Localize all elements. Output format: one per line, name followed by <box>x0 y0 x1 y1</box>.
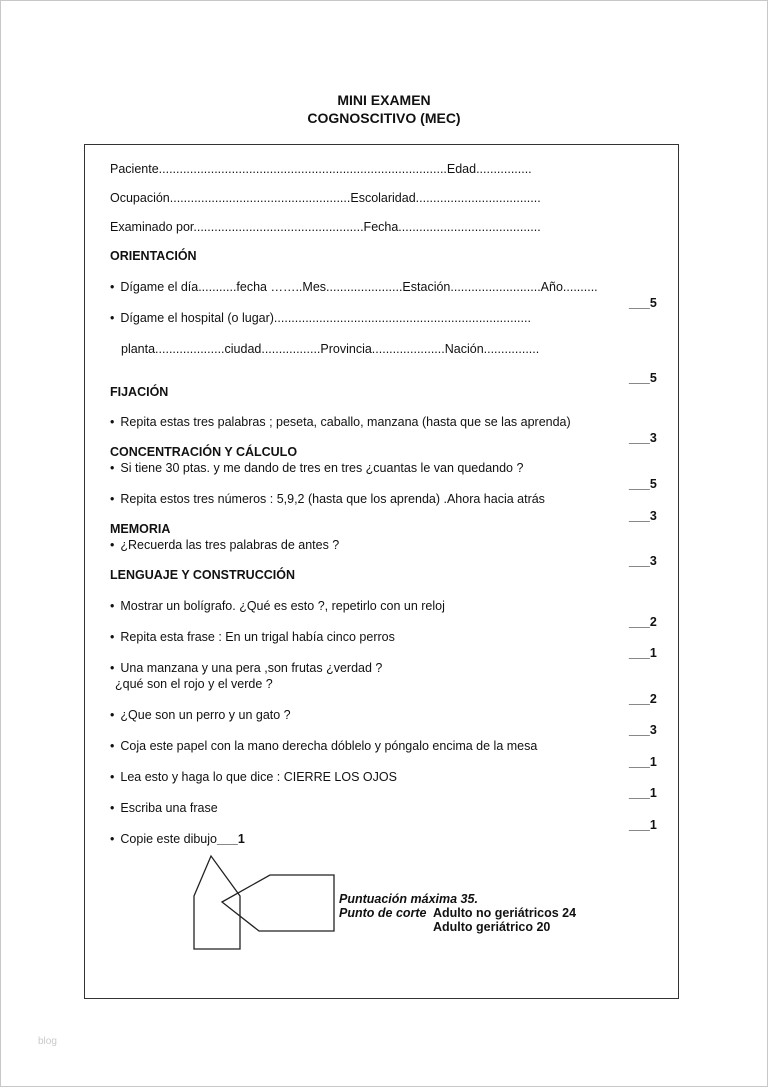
field-paciente: Paciente...................................................................................Edad................ <box>110 162 532 176</box>
item-dia: • Dígame el día...........fecha ……..Mes......................Estación..........................Año.......... <box>110 280 598 294</box>
document-title-line2: COGNOSCITIVO (MEC) <box>307 110 461 126</box>
score-orientacion-lugar: ___5 <box>629 371 657 385</box>
item-ptas: • Si tiene 30 ptas. y me dando de tres en tres ¿cuantas le van quedando ? <box>110 461 524 475</box>
section-orientacion: ORIENTACIÓN <box>110 249 197 263</box>
item-perro: • ¿Que son un perro y un gato ? <box>110 708 291 722</box>
watermark-text: blog <box>38 1036 57 1047</box>
score-memoria: ___3 <box>629 554 657 568</box>
score-calculo: ___5 <box>629 477 657 491</box>
score-fijacion: ___3 <box>629 431 657 445</box>
intersecting-pentagons-drawing <box>190 852 350 954</box>
score-orientacion-tiempo: ___5 <box>629 296 657 310</box>
score-frase-escrita: ___1 <box>629 818 657 832</box>
section-concentracion: CONCENTRACIÓN Y CÁLCULO <box>110 445 298 459</box>
item-frase: • Repita esta frase : En un trigal había cinco perros <box>110 630 395 644</box>
document-title-line1: MINI EXAMEN <box>337 92 431 108</box>
section-lenguaje: LENGUAJE Y CONSTRUCCIÓN <box>110 568 295 582</box>
punto-de-corte: Punto de corte Adulto no geriátricos 24 <box>339 906 577 920</box>
score-escriba: ___1 <box>629 786 657 800</box>
item-lea: • Lea esto y haga lo que dice : CIERRE LOS OJOS <box>110 770 397 784</box>
score-papel: ___3 <box>629 723 657 737</box>
item-boligrafo: • Mostrar un bolígrafo. ¿Qué es esto ?, repetirlo con un reloj <box>110 599 445 613</box>
item-escriba: • Escriba una frase <box>110 801 218 815</box>
item-papel: • Coja este papel con la mano derecha dóblelo y póngalo encima de la mesa <box>110 739 538 753</box>
item-palabras: • Repita estas tres palabras ; peseta, caballo, manzana (hasta que se las aprenda) <box>110 415 571 429</box>
score-lea: ___1 <box>629 755 657 769</box>
item-hospital: • Dígame el hospital (o lugar).......................................................................... <box>110 311 531 325</box>
section-fijacion: FIJACIÓN <box>110 385 169 399</box>
score-copie: ___1 <box>217 832 245 846</box>
score-boligrafo: ___2 <box>629 615 657 629</box>
field-ocupacion: Ocupación....................................................Escolaridad.................................... <box>110 191 541 205</box>
section-memoria: MEMORIA <box>110 522 171 536</box>
item-rojo: ¿qué son el rojo y el verde ? <box>115 677 273 691</box>
adulto-geriatrico: Adulto geriátrico 20 <box>433 920 551 934</box>
score-frutas: ___2 <box>629 692 657 706</box>
item-numeros: • Repita estos tres números : 5,9,2 (hasta que los aprenda) .Ahora hacia atrás <box>110 492 545 506</box>
item-recuerda: • ¿Recuerda las tres palabras de antes ? <box>110 538 340 552</box>
score-frase: ___1 <box>629 646 657 660</box>
puntuacion-maxima: Puntuación máxima 35. <box>339 892 478 906</box>
item-planta: planta....................ciudad.................Provincia.....................Nación................ <box>121 342 540 356</box>
item-manzana: • Una manzana y una pera ,son frutas ¿verdad ? <box>110 661 383 675</box>
score-numeros: ___3 <box>629 509 657 523</box>
field-examinado: Examinado por.................................................Fecha......................................... <box>110 220 541 234</box>
item-copie: • Copie este dibujo___1 <box>110 832 245 846</box>
